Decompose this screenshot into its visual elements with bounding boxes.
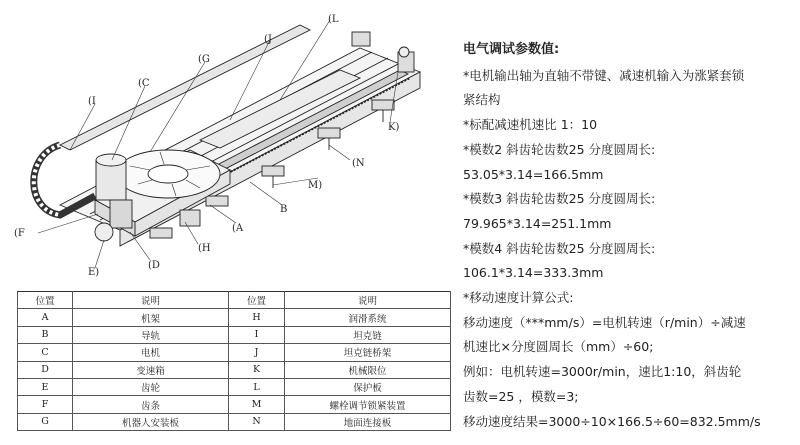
callout-E: E) — [88, 267, 100, 278]
spec-line: *电机输出轴为直轴不带键、减速机输入为涨紧套锁 — [463, 67, 745, 83]
table-cell: I — [229, 326, 285, 343]
table-cell: 机架 — [73, 309, 229, 326]
spec-line: 移动速度（***mm/s）=电机转速（r/min）÷减速 — [463, 314, 746, 330]
table-cell: 螺栓调节锁紧装置 — [285, 396, 451, 413]
table-cell: N — [229, 413, 285, 430]
spec-line: 紧结构 — [463, 92, 501, 108]
lubrication-unit — [180, 210, 200, 226]
table-cell: 坦克链 — [285, 326, 451, 343]
electrical-parameters-panel — [463, 38, 793, 434]
table-row — [18, 413, 451, 430]
table-cell: 机械限位 — [285, 361, 451, 378]
table-cell: 齿条 — [73, 396, 229, 413]
table-row — [18, 344, 451, 361]
spec-line: 机速比×分度圆周长（mm）÷60; — [463, 339, 654, 355]
parts-legend-table — [17, 291, 451, 431]
spec-line: 106.1*3.14=333.3mm — [463, 265, 604, 281]
table-cell: L — [229, 378, 285, 395]
table-row — [18, 309, 451, 326]
spec-line: *模数4 斜齿轮齿数25 分度圆周长: — [463, 240, 656, 256]
table-cell: 地面连接板 — [285, 413, 451, 430]
table-cell: F — [18, 396, 73, 413]
callout-B: B — [280, 204, 288, 215]
spec-line: *标配减速机速比 1：10 — [463, 117, 598, 133]
header-position: 位置 — [229, 292, 285, 309]
table-row — [18, 396, 451, 413]
table-cell: H — [229, 309, 285, 326]
table-cell: 坦克链桥架 — [285, 344, 451, 361]
spec-line: 齿数=25 ，模数=3; — [463, 388, 579, 404]
callout-D: (D — [148, 260, 160, 271]
callout-C: (C — [138, 78, 150, 89]
table-cell: C — [18, 344, 73, 361]
callout-A: (A — [232, 223, 244, 234]
spec-line: 79.965*3.14=251.1mm — [463, 215, 612, 231]
gearbox — [110, 200, 132, 228]
spec-line: *移动速度计算公式: — [463, 290, 574, 306]
table-cell: A — [18, 309, 73, 326]
table-cell: 电机 — [73, 344, 229, 361]
table-cell: 导轨 — [73, 326, 229, 343]
spec-title: 电气调试参数值: — [463, 42, 560, 57]
table-cell: J — [229, 344, 285, 361]
callout-G: (G — [198, 54, 210, 65]
spec-line: *模数3 斜齿轮齿数25 分度圆周长: — [463, 191, 656, 207]
callout-F: (F — [14, 228, 25, 239]
floor-plate — [318, 128, 340, 138]
table-row — [18, 361, 451, 378]
table-cell: G — [18, 413, 73, 430]
table-cell: D — [18, 361, 73, 378]
table-row — [18, 378, 451, 395]
callout-N: (N — [352, 158, 365, 169]
gear — [95, 223, 113, 241]
callout-K: K) — [388, 122, 400, 133]
spec-line: 例如：电机转速=3000r/min，速比1:10，斜齿轮 — [463, 364, 742, 380]
table-cell: 保护板 — [285, 378, 451, 395]
spec-line: *模数2 斜齿轮齿数25 分度圆周长: — [463, 141, 656, 157]
header-position: 位置 — [18, 292, 73, 309]
table-header-row — [18, 292, 451, 309]
callout-J: (J — [264, 34, 272, 45]
table-cell: E — [18, 378, 73, 395]
table-row — [18, 326, 451, 343]
spec-line: 53.05*3.14=166.5mm — [463, 166, 604, 182]
callout-L: (L — [328, 14, 339, 25]
callout-I: (I — [88, 96, 96, 107]
callout-M: M) — [308, 180, 323, 191]
table-cell: B — [18, 326, 73, 343]
table-cell: M — [229, 396, 285, 413]
table-cell: 润滑系统 — [285, 309, 451, 326]
header-description: 说明 — [285, 292, 451, 309]
table-cell: 齿轮 — [73, 378, 229, 395]
table-cell: 变速箱 — [73, 361, 229, 378]
callout-H: (H — [198, 243, 211, 254]
linear-rail-assembly-drawing — [0, 0, 460, 290]
table-cell: K — [229, 361, 285, 378]
spec-line: 移动速度结果=3000÷10×166.5÷60=832.5mm/s — [463, 413, 761, 429]
table-cell: 机器人安装板 — [73, 413, 229, 430]
header-description: 说明 — [73, 292, 229, 309]
